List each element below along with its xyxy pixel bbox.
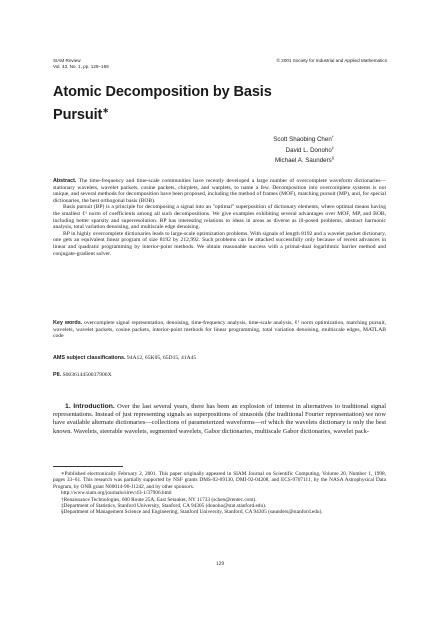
abstract-paragraph-2: Basis pursuit (BP) is a principle for decomposing a signal into an "optimal" superposition of dictionary elements, where optimal means having the smallest ℓ¹ norm of coefficients among all such decompositions. We give examples exhibiting several advantages over MOF, MP, and BOB, including better sparsity and superresolution. BP has interesting relations to ideas in areas as diverse as ill-posed problems, abstract harmonic analysis, total variation denoising, and multiscale edge denoising. bbox=[53, 204, 386, 231]
introduction-text: Over the last several years, there has been an explosion of interest in alternatives to traditional signal representations. Instead of just representing signals as superpositions of sinusoids (the traditional Fourier representation) we now have available alternate dictionaries—collections of parameterized waveforms—of which the wavelets dictionary is only the best known. Wavelets, steerable wavelets, segmented wavelets, Gabor dictionaries, multiscale Gabor dictionaries, wavelet pack- bbox=[53, 403, 386, 435]
journal-name: SIAM Review bbox=[53, 58, 81, 63]
author-list bbox=[273, 133, 334, 165]
author: Michael A. Saunders§ bbox=[275, 155, 334, 165]
abstract-paragraph-3: BP in highly overcomplete dictionaries leads to large-scale optimization problems. With signals of length 8192 and a wavelet packet dictionary, one gets an equivalent linear program of size 8192 by 212,992. Such problems can be attacked successfully only because of recent advances in linear and quadratic programming by interior-point methods. We obtain reasonable success with a primal-dual logarithmic barrier method and conjugate-gradient solver. bbox=[53, 230, 386, 257]
footnotes bbox=[53, 471, 386, 516]
title-footnote-mark: ∗ bbox=[102, 105, 109, 115]
volume-info: Vol. 43, No. 1, pp. 129–159 bbox=[53, 64, 109, 69]
footnote: ‡Department of Statistics, Stanford University, Stanford, CA 94305 (donoho@stat.stanford.edu). bbox=[61, 503, 267, 510]
ams-classifications bbox=[53, 355, 196, 362]
keywords-text: overcomplete signal representation, denoising, time-frequency analysis, time-scale analysis, ℓ¹ norm optimization, matching pursuit, wavelets, wavelet packets, cosine packets, interior-point methods for linear programming, total variation denoising, multiscale edges, MATLAB code bbox=[53, 320, 386, 340]
footnote: §Department of Management Science and Engineering, Stanford University, Stanford, CA 94305 (saunders@stanford.edu). bbox=[61, 509, 323, 516]
section-heading: 1. Introduction. bbox=[65, 403, 115, 410]
pii bbox=[53, 372, 112, 379]
abstract-paragraph-1: The time-frequency and time-scale communities have recently developed a large number of overcomplete waveform dictionaries—stationary wavelets, wavelet packets, cosine packets, chirplets, and warplets, to name a few. Decomposition into overcomplete systems is not unique, and several methods for decomposition have been proposed, including the method of frames (MOF), matching pursuit (MP), and, for special dictionaries, the best orthogonal basis (BOB). bbox=[53, 178, 386, 204]
ams-label: AMS subject classifications. bbox=[53, 355, 126, 361]
abstract-label: Abstract. bbox=[53, 178, 77, 184]
ams-codes: 94A12, 65K05, 65D15, 41A45 bbox=[126, 355, 197, 361]
introduction-section bbox=[53, 403, 386, 436]
footnote: †Renaissance Technologies, 600 Route 25A, East Setauket, NY 11733 (schen@rentec.com). bbox=[61, 496, 257, 503]
keywords bbox=[53, 320, 386, 340]
keywords-label: Key words. bbox=[53, 320, 83, 326]
pii-label: PII. bbox=[53, 372, 62, 378]
footnote-url[interactable]: http://www.siam.org/journals/sirev/43-1/37906.html bbox=[61, 490, 172, 497]
title-line-1: Atomic Decomposition by Basis bbox=[53, 84, 272, 100]
page-number: 129 bbox=[215, 561, 225, 567]
footnote-divider bbox=[53, 466, 123, 467]
author: David L. Donoho‡ bbox=[285, 144, 334, 154]
footnote: ∗Published electronically February 2, 2001. This paper originally appeared in SIAM Journal on Scientific Computing, Volume 20, Number 1, 1998, pages 33–61. This research was partially supported by NSF grants DMS-92-09130, DMI-92-04208, and ECS-9707111, by the NASA Astrophysical Data Program, by ONR grant N00014-90-J1242, and by other sponsors. bbox=[53, 471, 386, 490]
paper-title bbox=[53, 84, 272, 124]
journal-info bbox=[53, 58, 109, 70]
pii-code: S003614450037906X bbox=[62, 372, 112, 378]
copyright-notice: © 2001 Society for Industrial and Applied Mathematics bbox=[276, 58, 387, 63]
abstract bbox=[53, 178, 386, 257]
author: Scott Shaobing Chen† bbox=[273, 134, 334, 144]
title-line-2: Pursuit bbox=[53, 106, 103, 123]
